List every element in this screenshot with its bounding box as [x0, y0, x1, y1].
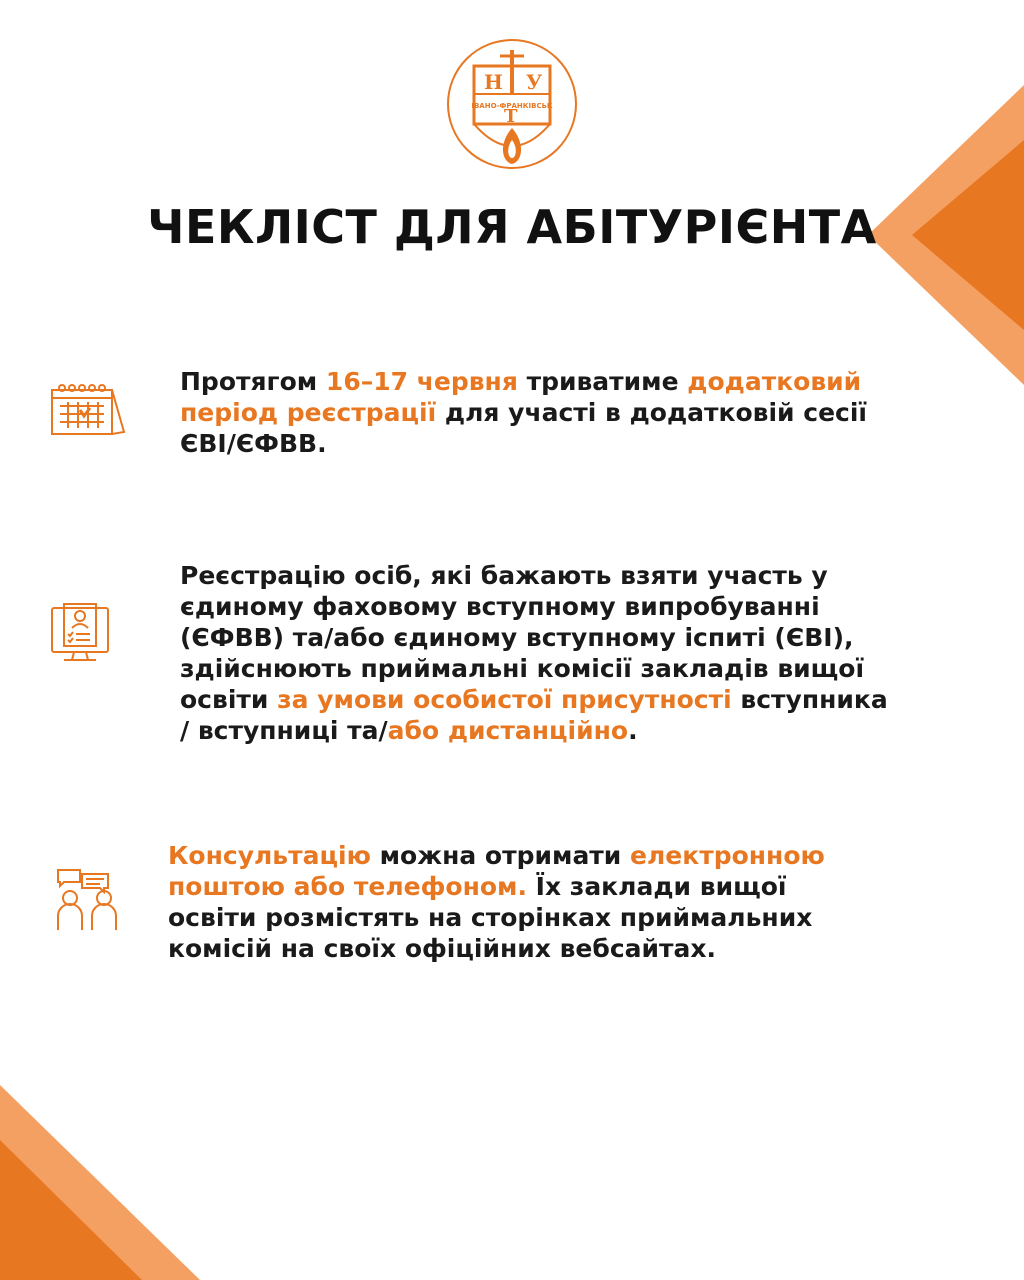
logo-letter-n: Н [484, 70, 503, 94]
logo-city: ІВАНО-ФРАНКІВСЬК [471, 102, 553, 110]
item-2-highlight-presence: за умови особистої присутності [277, 685, 732, 714]
page-title: ЧЕКЛІСТ ДЛЯ АБІТУРІЄНТА [147, 200, 877, 254]
item-2-part-2: вступника / вступниці та/ [180, 685, 888, 745]
consultation-icon [54, 866, 122, 938]
logo-letter-t: Т [504, 106, 518, 127]
item-1-part-0: Протягом [180, 367, 326, 396]
item-3-part-3: Їх заклади вищої освіти розмістять на сторінках приймальних комісій на своїх офіційних вебсайтах. [168, 872, 813, 963]
calendar-icon [50, 382, 126, 442]
item-1-highlight-period: додатковий період реєстрації [180, 367, 862, 427]
item-1-highlight-dates: 16–17 червня [325, 367, 518, 396]
item-2-text [180, 560, 890, 746]
logo-letter-u: У [526, 70, 543, 94]
item-2-part-4: . [628, 716, 638, 745]
item-2-part-0: Реєстрацію осіб, які бажають взяти участь у єдиному фаховому вступному випробуванні (ЄФВВ) та/або єдиному вступному іспиті (ЄВІ), здійснюють приймальні комісії закладів вищої освіти [180, 561, 865, 714]
item-2-highlight-remote: або дистанційно [387, 716, 629, 745]
item-3-highlight-consult: Консультацію [168, 841, 371, 870]
item-3-highlight-contact: електронною поштою або телефоном. [168, 841, 825, 901]
item-1-part-2: триватиме [517, 367, 688, 396]
item-1-text [180, 366, 880, 459]
university-logo [444, 36, 580, 172]
item-3-part-1: можна отримати [370, 841, 631, 870]
computer-profile-icon [50, 602, 110, 668]
item-1-part-4: для участі в додатковій сесії ЄВІ/ЄФВВ. [180, 398, 867, 458]
item-3-text [168, 840, 858, 964]
